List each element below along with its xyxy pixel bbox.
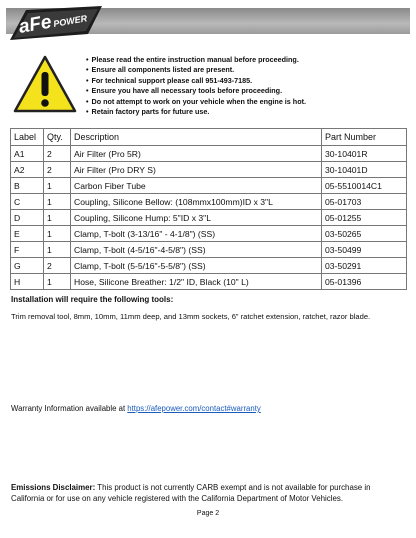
table-row [11, 226, 407, 242]
cell-label: C [11, 194, 44, 210]
cell-label: D [11, 210, 44, 226]
column-header-label: Label [11, 129, 44, 146]
cell-description: Hose, Silicone Breather: 1/2" ID, Black (10" L) [71, 274, 322, 290]
cell-qty: 1 [44, 274, 71, 290]
tools-list: Trim removal tool, 8mm, 10mm, 11mm deep, and 13mm sockets, 6” ratchet extension, ratchet, razor blade. [11, 312, 371, 321]
warning-item: • Ensure all components listed are present. [86, 65, 406, 75]
cell-label: H [11, 274, 44, 290]
warning-item: • Retain factory parts for future use. [86, 107, 406, 117]
emissions-label: Emissions Disclaimer: [11, 483, 96, 492]
parts-table [10, 128, 407, 290]
cell-qty: 1 [44, 226, 71, 242]
cell-qty: 2 [44, 146, 71, 162]
table-row [11, 242, 407, 258]
cell-part-number: 30-10401R [322, 146, 407, 162]
cell-part-number: 05-01255 [322, 210, 407, 226]
warning-item: • Ensure you have all necessary tools before proceeding. [86, 86, 406, 96]
cell-qty: 1 [44, 242, 71, 258]
cell-description: Carbon Fiber Tube [71, 178, 322, 194]
cell-description: Air Filter (Pro DRY S) [71, 162, 322, 178]
cell-label: A2 [11, 162, 44, 178]
column-header-qty: Qty. [44, 129, 71, 146]
column-header-part-number: Part Number [322, 129, 407, 146]
cell-label: F [11, 242, 44, 258]
cell-description: Clamp, T-bolt (3-13/16" - 4-1/8") (SS) [71, 226, 322, 242]
cell-part-number: 03-50265 [322, 226, 407, 242]
cell-part-number: 03-50291 [322, 258, 407, 274]
page-number: Page 2 [196, 510, 220, 517]
cell-label: E [11, 226, 44, 242]
cell-description: Clamp, T-bolt (4-5/16"-4-5/8") (SS) [71, 242, 322, 258]
tools-heading: Installation will require the following tools: [11, 295, 174, 304]
cell-description: Coupling, Silicone Hump: 5"ID x 3"L [71, 210, 322, 226]
table-row [11, 194, 407, 210]
table-row [11, 162, 407, 178]
column-header-description: Description [71, 129, 322, 146]
cell-qty: 1 [44, 210, 71, 226]
cell-part-number: 03-50499 [322, 242, 407, 258]
cell-label: B [11, 178, 44, 194]
svg-text:aFe: aFe [17, 11, 54, 38]
svg-text:POWER: POWER [52, 13, 88, 29]
cell-description: Clamp, T-bolt (5-5/16"-5-5/8") (SS) [71, 258, 322, 274]
warning-icon [12, 54, 78, 114]
cell-part-number: 05-01396 [322, 274, 407, 290]
cell-qty: 2 [44, 162, 71, 178]
warranty-link[interactable]: https://afepower.com/contact#warranty [127, 404, 261, 413]
cell-part-number: 05-5510014C1 [322, 178, 407, 194]
warranty-label: Warranty Information available at [11, 404, 128, 413]
cell-qty: 1 [44, 194, 71, 210]
table-row [11, 146, 407, 162]
emissions-text: This product is not currently CARB exempt and is not available for purchase in California or for use on any vehicle registered with the California Department of Motor Vehicles. [11, 483, 371, 503]
table-row [11, 258, 407, 274]
cell-label: G [11, 258, 44, 274]
table-row [11, 210, 407, 226]
warning-item: • For technical support please call 951-493-7185. [86, 76, 406, 86]
cell-description: Coupling, Silicone Bellow: (108mmx100mm)ID x 3"L [71, 194, 322, 210]
cell-part-number: 05-01703 [322, 194, 407, 210]
cell-part-number: 30-10401D [322, 162, 407, 178]
afe-power-logo [6, 0, 106, 46]
cell-label: A1 [11, 146, 44, 162]
warning-item: • Do not attempt to work on your vehicle when the engine is hot. [86, 97, 406, 107]
table-header-row [11, 129, 407, 146]
table-row [11, 274, 407, 290]
safety-warnings [86, 55, 406, 117]
warranty-info [11, 404, 261, 413]
table-row [11, 178, 407, 194]
warning-item: • Please read the entire instruction manual before proceeding. [86, 55, 406, 65]
emissions-disclaimer [11, 482, 403, 504]
cell-qty: 2 [44, 258, 71, 274]
cell-qty: 1 [44, 178, 71, 194]
cell-description: Air Filter (Pro 5R) [71, 146, 322, 162]
